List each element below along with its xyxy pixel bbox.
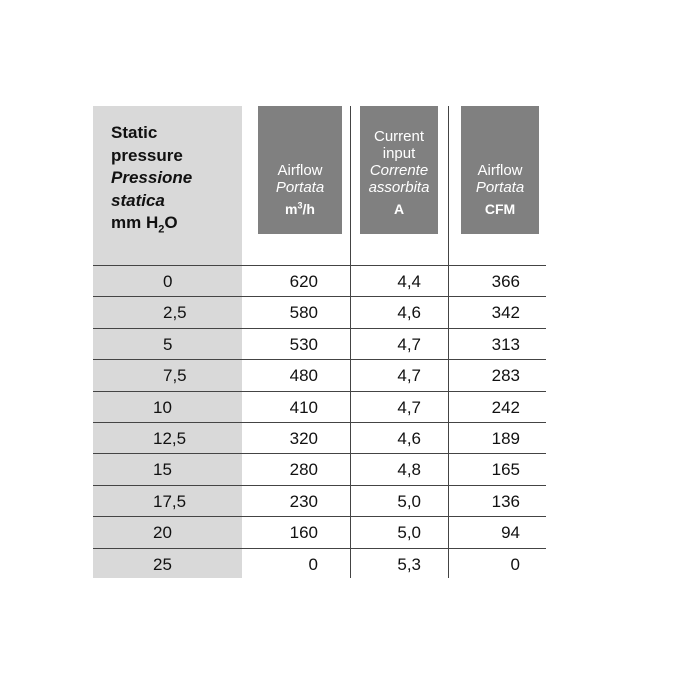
cell-pressure: 10 (153, 397, 172, 417)
cell-current: 5,0 (397, 523, 421, 543)
cell-airflow-m3h: 410 (289, 397, 318, 417)
cell-airflow-cfm: 165 (491, 460, 520, 480)
table-row (93, 516, 546, 547)
cell-airflow-m3h: 620 (289, 272, 318, 291)
cell-pressure: 25 (153, 554, 172, 574)
cell-airflow-cfm: 94 (501, 523, 520, 543)
cell-airflow-m3h: 530 (289, 334, 318, 354)
performance-table (93, 106, 546, 578)
cell-airflow-cfm: 283 (491, 366, 520, 386)
cell-current: 5,3 (397, 554, 421, 574)
cell-airflow-m3h: 280 (289, 460, 318, 480)
table-body (93, 265, 546, 579)
cell-pressure: 7,5 (163, 366, 187, 386)
cell-current: 4,7 (397, 334, 421, 354)
cell-airflow-m3h: 480 (289, 366, 318, 386)
cell-pressure: 20 (153, 523, 172, 543)
cell-pressure: 2,5 (163, 303, 187, 323)
cell-current: 4,7 (397, 366, 421, 386)
table-row (93, 359, 546, 390)
cell-pressure: 0 (163, 272, 173, 291)
header-airflow-m3h: Airflow Portata $m^3/h$ (258, 106, 342, 234)
table-row (93, 485, 546, 516)
cell-pressure: 5 (163, 334, 173, 354)
cell-current: 4,7 (397, 397, 421, 417)
header-pressure-unit: mm $H_2O$ (111, 213, 178, 236)
cell-pressure: 12,5 (153, 428, 187, 448)
cell-airflow-m3h: 160 (289, 523, 318, 543)
cell-airflow-m3h: 230 (289, 491, 318, 511)
cell-pressure: 15 (153, 460, 172, 480)
table-row (93, 296, 546, 327)
cell-airflow-m3h: 580 (289, 303, 318, 323)
table-row (93, 328, 546, 359)
cell-current: 4,4 (397, 272, 421, 291)
cell-airflow-cfm: 366 (491, 272, 520, 291)
cell-airflow-m3h: 320 (289, 428, 318, 448)
table-row (93, 265, 546, 296)
cell-airflow-cfm: 342 (491, 303, 520, 323)
cell-airflow-cfm: 189 (491, 428, 520, 448)
table-row (93, 422, 546, 453)
cell-airflow-m3h: 0 (308, 554, 318, 574)
table-row (93, 391, 546, 422)
header-current-input: Current input Corrente assorbita A (360, 106, 438, 234)
cell-current: 5,0 (397, 491, 421, 511)
header-airflow-m3h-unit: $m^3/h$ (285, 200, 315, 217)
header-airflow-cfm: Airflow Portata CFM (461, 106, 539, 234)
cell-airflow-cfm: 0 (510, 554, 520, 574)
cell-pressure: 17,5 (153, 491, 187, 511)
cell-current: 4,6 (397, 428, 421, 448)
cell-current: 4,8 (397, 460, 421, 480)
cell-airflow-cfm: 136 (491, 491, 520, 511)
cell-current: 4,6 (397, 303, 421, 323)
table-row (93, 453, 546, 484)
cell-airflow-cfm: 242 (491, 397, 520, 417)
table-row (93, 548, 546, 579)
cell-airflow-cfm: 313 (491, 334, 520, 354)
header-static-pressure: Static pressure Pressione statica mm $H_2O$ (111, 122, 241, 235)
